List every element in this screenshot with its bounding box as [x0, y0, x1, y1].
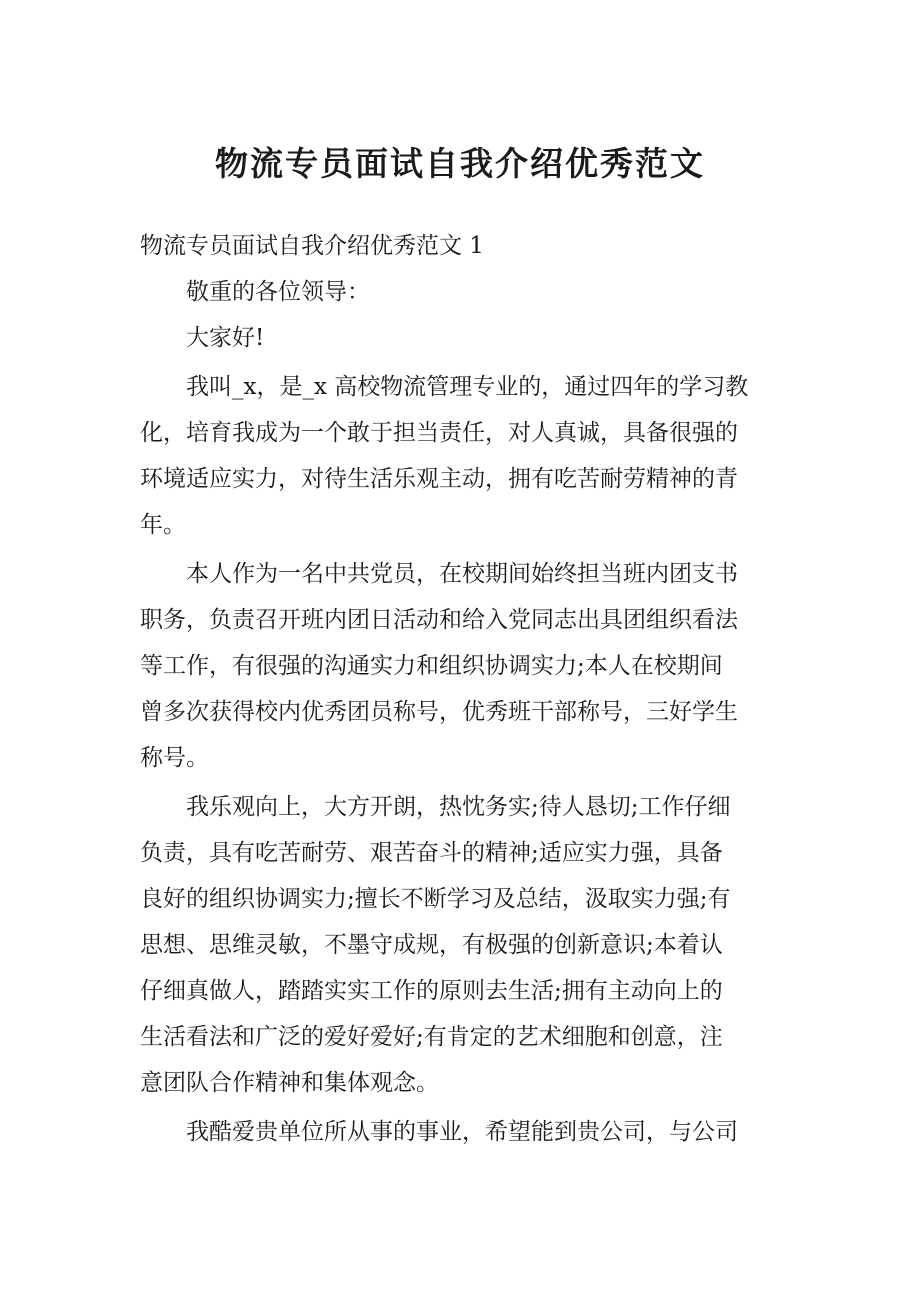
paragraph-intro	[140, 364, 782, 548]
paragraph-line: 生活看法和广泛的爱好爱好;有肯定的艺术细胞和创意，注	[140, 1024, 723, 1050]
paragraph-line: 我乐观向上，大方开朗，热忱务实;待人恳切;工作仔细	[186, 794, 731, 820]
paragraph-line: 等工作，有很强的沟通实力和组织协调实力;本人在校期间	[140, 653, 723, 679]
document-title: 物流专员面试自我介绍优秀范文	[215, 144, 705, 183]
paragraph-line: 化，培育我成为一个敢于担当责任，对人真诚，具备很强的	[140, 420, 738, 446]
paragraph-closing	[140, 1109, 782, 1155]
document-body	[140, 223, 782, 1155]
paragraph-line: 曾多次获得校内优秀团员称号，优秀班干部称号，三好学生	[140, 699, 738, 725]
paragraph-line: 大家好!	[186, 325, 265, 351]
paragraph-personality	[140, 784, 782, 1106]
paragraph-line: 环境适应实力，对待生活乐观主动，拥有吃苦耐劳精神的青	[140, 466, 738, 492]
paragraph-line: 良好的组织协调实力;擅长不断学习及总结，汲取实力强;有	[140, 886, 731, 912]
paragraph-line: 意团队合作精神和集体观念。	[140, 1070, 439, 1096]
section-heading: 物流专员面试自我介绍优秀范文 1	[140, 233, 484, 259]
paragraph-line: 我叫_x，是_x 高校物流管理专业的，通过四年的学习教	[186, 374, 749, 400]
paragraph-salutation	[140, 269, 782, 315]
paragraph-line: 职务，负责召开班内团日活动和给入党同志出具团组织看法	[140, 607, 738, 633]
paragraph-line: 年。	[140, 512, 186, 538]
paragraph-line: 仔细真做人，踏踏实实工作的原则去生活;拥有主动向上的	[140, 978, 723, 1004]
paragraph-line: 负责，具有吃苦耐劳、艰苦奋斗的精神;适应实力强，具备	[140, 840, 723, 866]
paragraph-line: 敬重的各位领导：	[186, 279, 370, 305]
paragraph-party-member	[140, 551, 782, 781]
paragraph-greeting	[140, 315, 782, 361]
paragraph-line: 思想、思维灵敏，不墨守成规，有极强的创新意识;本着认	[140, 932, 723, 958]
paragraph-line: 本人作为一名中共党员，在校期间始终担当班内团支书	[186, 561, 738, 587]
paragraph-line: 我酷爱贵单位所从事的事业，希望能到贵公司，与公司	[186, 1119, 738, 1145]
paragraph-line: 称号。	[140, 745, 209, 771]
